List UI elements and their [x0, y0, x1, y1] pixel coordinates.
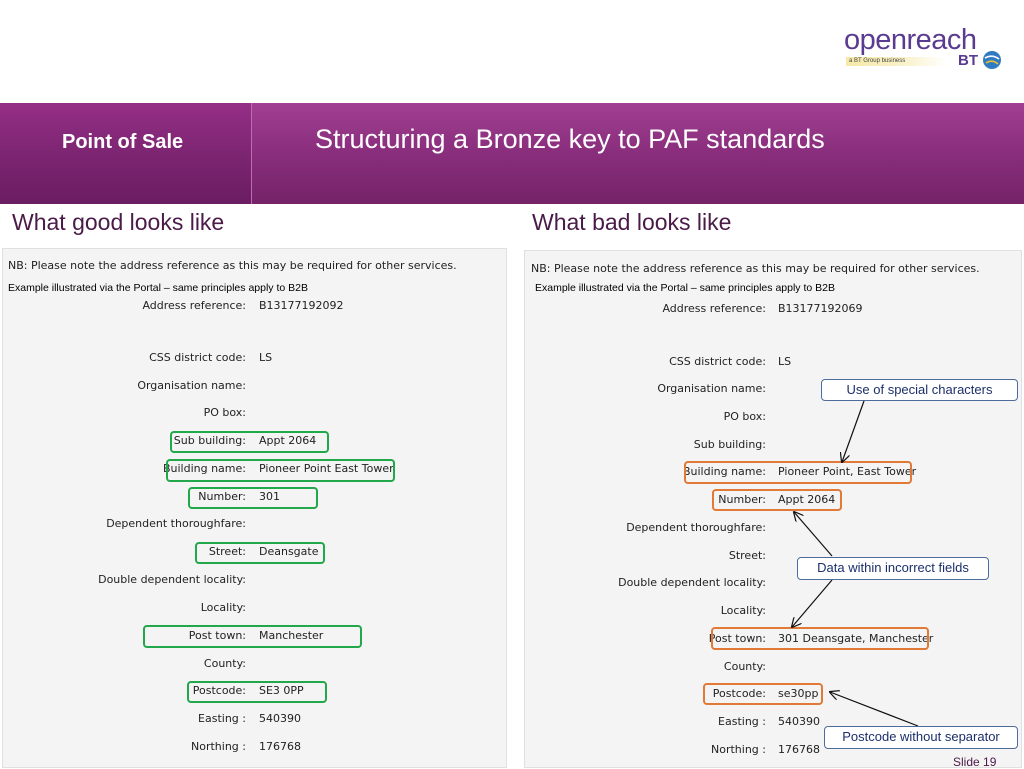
- good-label-northing: Northing :: [191, 740, 246, 753]
- good-label-address-reference: Address reference:: [142, 299, 246, 312]
- good-highlight-street: [195, 542, 325, 564]
- bad-highlight-post-town: [711, 627, 929, 650]
- bad-heading: What bad looks like: [532, 209, 732, 235]
- bad-value-postcode: se30pp: [778, 687, 819, 700]
- good-label-post-town: Post town:: [188, 629, 246, 642]
- bad-label-northing: Northing :: [711, 743, 766, 756]
- good-highlight-post-town: [143, 625, 362, 648]
- good-value-css-district-code: LS: [259, 351, 273, 364]
- bad-highlight-building-name: [684, 461, 912, 484]
- good-label-po-box: PO box:: [203, 406, 246, 419]
- good-value-sub-building: Appt 2064: [259, 434, 317, 447]
- bad-nb-note: NB: Please note the address reference as this may be required for other services.: [531, 262, 980, 275]
- good-highlight-building-name: [166, 459, 395, 482]
- bad-value-easting: 540390: [778, 715, 820, 728]
- callout-incorrect-fields: Data within incorrect fields: [797, 557, 989, 580]
- slide-title: Structuring a Bronze key to PAF standards: [315, 124, 825, 154]
- bad-label-county: County:: [723, 660, 766, 673]
- header-divider: [251, 103, 252, 204]
- logo-tagline: a BT Group business: [846, 57, 946, 66]
- good-label-postcode: Postcode:: [192, 684, 246, 697]
- good-value-northing: 176768: [259, 740, 301, 753]
- good-value-easting: 540390: [259, 712, 301, 725]
- good-nb-note: NB: Please note the address reference as this may be required for other services.: [8, 259, 457, 272]
- bad-label-building-name: Building name:: [682, 465, 766, 478]
- slide-number: Slide 19: [953, 755, 997, 769]
- bad-label-number: Number:: [718, 493, 766, 506]
- good-heading: What good looks like: [12, 209, 225, 235]
- good-value-address-reference: B13177192092: [259, 299, 344, 312]
- bad-value-building-name: Pioneer Point, East Tower: [778, 465, 917, 478]
- good-highlight-sub-building: [170, 431, 329, 453]
- bad-example-note: Example illustrated via the Portal – same principles apply to B2B: [535, 282, 835, 294]
- bad-label-organisation-name: Organisation name:: [657, 382, 766, 395]
- good-label-number: Number:: [198, 490, 246, 503]
- bad-label-double-dependent-locality: Double dependent locality:: [618, 576, 766, 589]
- bad-value-address-reference: B13177192069: [778, 302, 863, 315]
- good-label-sub-building: Sub building:: [173, 434, 246, 447]
- logo-wordmark: openreach: [844, 24, 977, 56]
- good-label-easting: Easting :: [198, 712, 246, 725]
- good-value-number: 301: [259, 490, 280, 503]
- good-label-css-district-code: CSS district code:: [149, 351, 246, 364]
- bad-label-postcode: Postcode:: [712, 687, 766, 700]
- good-label-building-name: Building name:: [162, 462, 246, 475]
- bad-value-css-district-code: LS: [778, 355, 792, 368]
- bad-label-easting: Easting :: [718, 715, 766, 728]
- good-value-building-name: Pioneer Point East Tower: [259, 462, 394, 475]
- bad-value-post-town: 301 Deansgate, Manchester: [778, 632, 934, 645]
- good-example-note: Example illustrated via the Portal – same principles apply to B2B: [8, 282, 308, 294]
- bad-label-address-reference: Address reference:: [662, 302, 766, 315]
- bad-value-number: Appt 2064: [778, 493, 836, 506]
- bad-label-street: Street:: [728, 549, 766, 562]
- good-label-street: Street:: [208, 545, 246, 558]
- good-label-county: County:: [203, 657, 246, 670]
- good-label-double-dependent-locality: Double dependent locality:: [98, 573, 246, 586]
- bad-label-locality: Locality:: [720, 604, 766, 617]
- good-value-street: Deansgate: [259, 545, 319, 558]
- bad-label-po-box: PO box:: [723, 410, 766, 423]
- good-highlight-postcode: [187, 681, 327, 703]
- good-label-dependent-thoroughfare: Dependent thoroughfare:: [106, 517, 246, 530]
- callout-postcode-separator: Postcode without separator: [824, 726, 1018, 749]
- good-highlight-number: [188, 487, 318, 509]
- good-value-post-town: Manchester: [259, 629, 324, 642]
- good-label-organisation-name: Organisation name:: [137, 379, 246, 392]
- bad-label-dependent-thoroughfare: Dependent thoroughfare:: [626, 521, 766, 534]
- callout-special-characters: Use of special characters: [821, 379, 1018, 401]
- logo-bt-text: BT: [958, 52, 978, 69]
- bad-highlight-postcode: [703, 683, 823, 705]
- good-value-postcode: SE3 0PP: [259, 684, 304, 697]
- bt-globe-icon: [982, 50, 1002, 70]
- bad-label-css-district-code: CSS district code:: [669, 355, 766, 368]
- good-label-locality: Locality:: [200, 601, 246, 614]
- bad-label-sub-building: Sub building:: [693, 438, 766, 451]
- bad-highlight-number: [712, 489, 842, 511]
- openreach-logo: [842, 24, 1002, 74]
- bad-value-northing: 176768: [778, 743, 820, 756]
- section-label: Point of Sale: [62, 131, 184, 153]
- bad-label-post-town: Post town:: [708, 632, 766, 645]
